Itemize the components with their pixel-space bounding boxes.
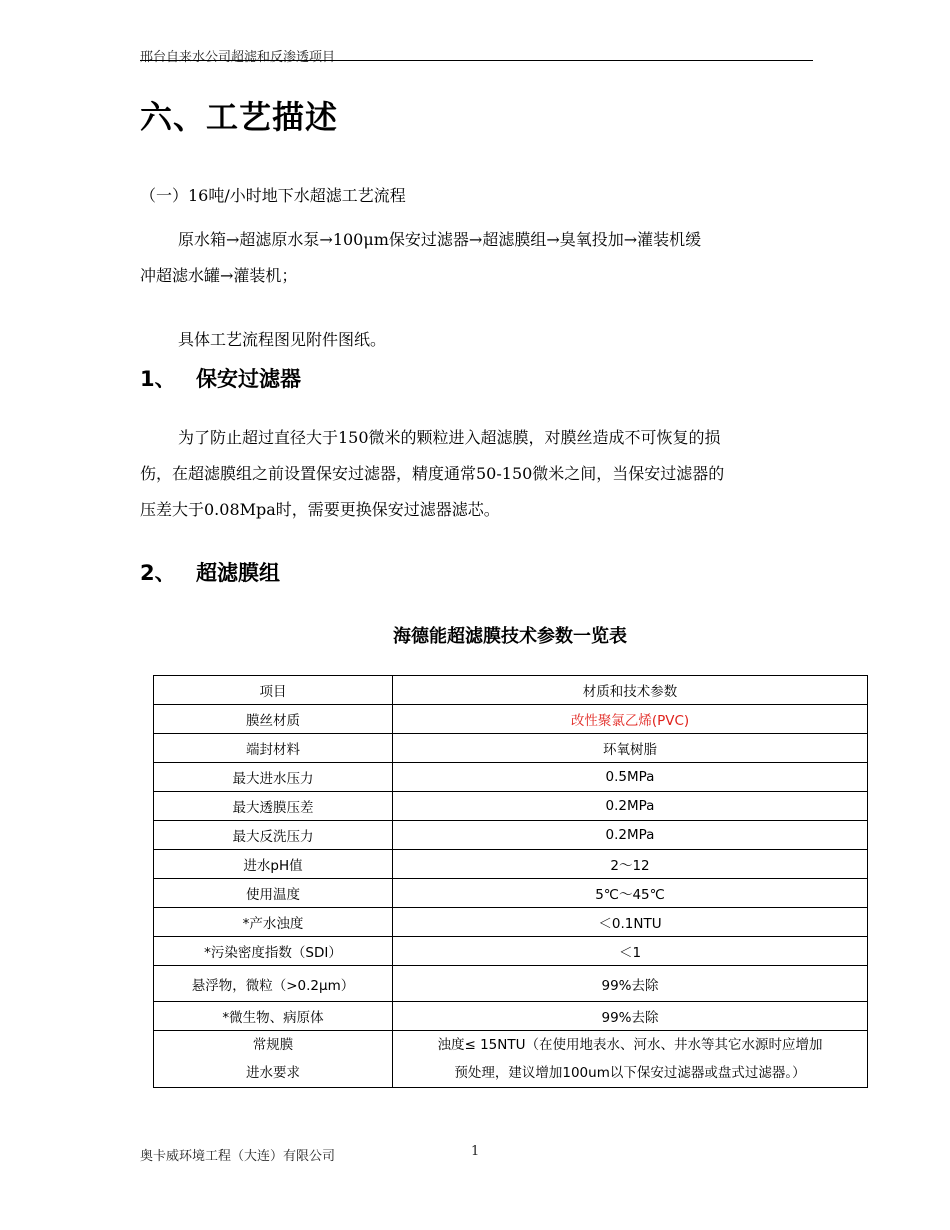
table-cell-value: 环氧树脂	[393, 734, 868, 763]
table-row	[154, 1002, 868, 1031]
table-cell-value: 0.5MPa	[393, 763, 868, 792]
drawing-note: 具体工艺流程图见附件图纸。	[178, 330, 387, 349]
table-cell-value: ＜1	[393, 937, 868, 966]
table-row	[154, 821, 868, 850]
section1-line3: 压差大于0.08Mpa时，需要更换保安过滤器滤芯。	[140, 500, 500, 519]
table-row	[154, 1031, 868, 1088]
table-cell-item: 最大透膜压差	[154, 792, 393, 821]
footer-company: 奥卡威环境工程（大连）有限公司	[140, 1149, 336, 1164]
page-title: 六、工艺描述	[140, 98, 339, 136]
table-cell-item: *产水浊度	[154, 908, 393, 937]
section2-title: 超滤膜组	[196, 561, 280, 585]
section1-paragraph	[140, 420, 810, 528]
table-cell-value: 5℃～45℃	[393, 879, 868, 908]
page-header: 邢台自来水公司超滤和反渗透项目	[140, 50, 336, 65]
table-cell-value-line1: 浊度≤ 15NTU（在使用地表水、河水、井水等其它水源时应增加	[437, 1037, 823, 1053]
table-cell-item: 悬浮物，微粒（>0.2μm）	[154, 966, 393, 1002]
table-cell-value: 0.2MPa	[393, 792, 868, 821]
table-header-row	[154, 676, 868, 705]
table-cell-value: 0.2MPa	[393, 821, 868, 850]
section1-title: 保安过滤器	[196, 367, 301, 391]
process-flow-line1: 原水箱→超滤原水泵→100μm保安过滤器→超滤膜组→臭氧投加→灌装机缓	[178, 230, 702, 249]
table-cell-value-highlight: 改性聚氯乙烯(PVC)	[393, 705, 868, 734]
table-row	[154, 850, 868, 879]
table-cell-item: 最大进水压力	[154, 763, 393, 792]
page-number: 1	[471, 1144, 480, 1159]
table-row	[154, 763, 868, 792]
process-flow-line2: 冲超滤水罐→灌装机；	[140, 266, 298, 285]
table-cell-item-line1: 常规膜	[252, 1037, 294, 1053]
table-header-item: 项目	[154, 676, 393, 705]
table-title: 海德能超滤膜技术参数一览表	[393, 626, 627, 647]
table-cell-item: 进水pH值	[154, 850, 393, 879]
table-cell-item: 端封材料	[154, 734, 393, 763]
table-cell-item: *污染密度指数（SDI）	[154, 937, 393, 966]
table-cell-item: 使用温度	[154, 879, 393, 908]
header-divider	[140, 60, 813, 61]
section1-number: 1、	[140, 367, 176, 391]
table-cell-value: 99%去除	[393, 1002, 868, 1031]
section1-heading	[140, 363, 301, 393]
table-cell-value: ＜0.1NTU	[393, 908, 868, 937]
table-row	[154, 937, 868, 966]
table-cell-item: *微生物、病原体	[154, 1002, 393, 1031]
process-subheading: （一）16吨/小时地下水超滤工艺流程	[140, 186, 406, 205]
drawing-note-paragraph	[140, 322, 810, 358]
table-cell-item	[154, 1031, 393, 1088]
table-row	[154, 879, 868, 908]
spec-table	[153, 675, 868, 1088]
table-row	[154, 908, 868, 937]
table-row	[154, 792, 868, 821]
table-cell-value	[393, 1031, 868, 1088]
section2-heading	[140, 557, 280, 587]
process-flow-paragraph	[140, 222, 810, 294]
table-header-value: 材质和技术参数	[393, 676, 868, 705]
table-cell-value: 99%去除	[393, 966, 868, 1002]
table-cell-item: 膜丝材质	[154, 705, 393, 734]
table-cell-value-line2: 预处理，建议增加100um以下保安过滤器或盘式过滤器。）	[454, 1065, 806, 1081]
table-row	[154, 966, 868, 1002]
table-cell-item-line2: 进水要求	[246, 1065, 300, 1081]
section2-number: 2、	[140, 561, 176, 585]
table-cell-item: 最大反洗压力	[154, 821, 393, 850]
section1-line1: 为了防止超过直径大于150微米的颗粒进入超滤膜，对膜丝造成不可恢复的损	[178, 428, 721, 447]
table-cell-value: 2～12	[393, 850, 868, 879]
table-row	[154, 734, 868, 763]
section1-line2: 伤，在超滤膜组之前设置保安过滤器，精度通常50-150微米之间，当保安过滤器的	[140, 464, 725, 483]
table-row	[154, 705, 868, 734]
